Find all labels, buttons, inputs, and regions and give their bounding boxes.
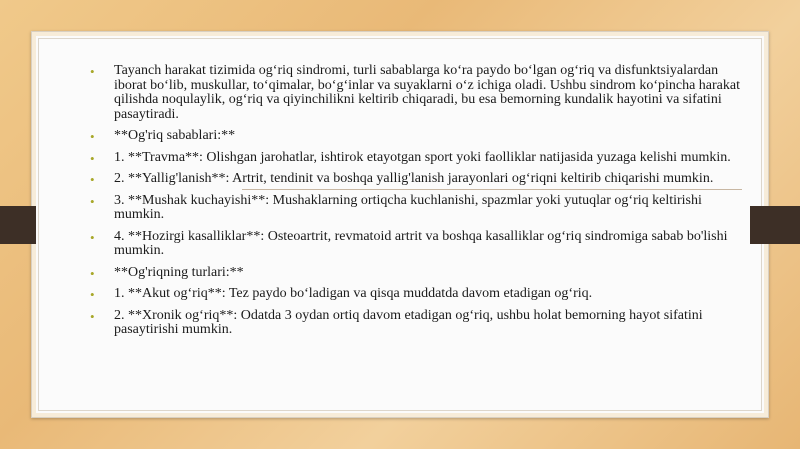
- list-item-text: 2. **Xronik og‘riq**: Odatda 3 oydan ortiq davom etadigan og‘riq, ushbu holat bemorning hayot sifatini pasaytirishi mumkin.: [114, 307, 703, 337]
- list-item: [90, 230, 752, 259]
- list-item: [90, 194, 752, 223]
- bullet-icon: •: [90, 308, 95, 324]
- list-item: [90, 64, 752, 122]
- list-item-text: **Og'riq sabablari:**: [114, 128, 236, 143]
- list-item-text: Tayanch harakat tizimida og‘riq sindromi, turli sabablarga ko‘ra paydo bo‘lgan og‘riq va disfunktsiyalardan iborat bo‘lib, muskullar, to‘qimalar, bo‘g‘inlar va suyaklarni o‘z ichiga oladi. Ushbu sindrom ko‘pincha harakat qilishda noqulaylik, og‘riq va qiyinchilikni keltirib chiqaradi, bu esa bemorning kundalik hayotini va sifatini pasaytiradi.: [114, 63, 740, 122]
- list-item-text: 1. **Akut og‘riq**: Tez paydo bo‘ladigan va qisqa muddatda davom etadigan og‘riq.: [114, 286, 593, 301]
- list-item-text: **Og'riqning turlari:**: [114, 264, 244, 280]
- list-item-text: 1. **Travma**: Olishgan jarohatlar, ishtirok etayotgan sport yoki faolliklar natijasida yuzaga kelishi mumkin.: [114, 149, 731, 165]
- list-item: [90, 129, 752, 144]
- list-item: [90, 287, 752, 302]
- list-item: [90, 151, 752, 166]
- bullet-icon: •: [90, 172, 95, 187]
- bullet-icon: •: [90, 287, 95, 302]
- list-item-text: 4. **Hozirgi kasalliklar**: Osteoartrit, revmatoid artrit va boshqa kasalliklar og‘riq sindromiga sabab bo'lishi mumkin.: [114, 228, 728, 258]
- list-item: [90, 266, 752, 281]
- bullet-icon: •: [90, 129, 95, 144]
- list-item-text: 2. **Yallig'lanish**: Artrit, tendinit va boshqa yallig'lanish jarayonlari og‘riqni keltirib chiqarishi mumkin.: [114, 171, 714, 186]
- bullet-icon: •: [90, 64, 95, 79]
- bullet-icon: •: [90, 229, 95, 245]
- list-item: [90, 172, 752, 187]
- decorative-band-left: [0, 206, 36, 244]
- bullet-icon: •: [90, 265, 95, 281]
- bullet-icon: •: [90, 150, 95, 166]
- slide: [31, 31, 769, 418]
- list-item: [90, 309, 752, 338]
- decorative-band-right: [750, 206, 800, 244]
- list-item-text: 3. **Mushak kuchayishi**: Mushaklarning ortiqcha kuchlanishi, spazmlar yoki yutuqlar og‘riq keltirishi mumkin.: [114, 192, 702, 222]
- bullet-list: [90, 64, 752, 345]
- bullet-icon: •: [90, 193, 95, 209]
